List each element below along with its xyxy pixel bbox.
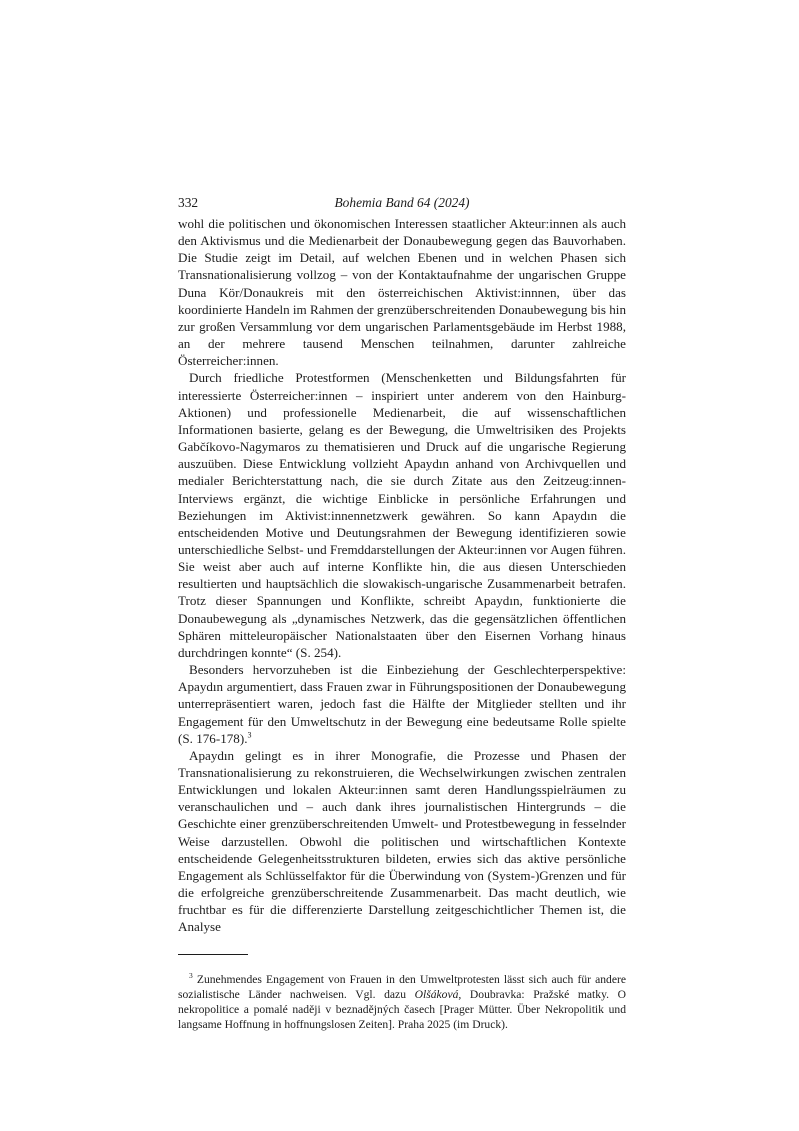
paragraph-text: Durch friedliche Protestformen (Menschenketten und Bildungsfahrten für interessierte Österreicher:innen – inspiriert unter anderem von den Hainburg-Aktionen) und professionelle Medienarbeit, die auf wissenschaftlichen Informationen basierte, gelang es der Bewegung, die Umweltrisiken des Projekts Gabčíkovo-Nagymaros zu thematisieren und Druck auf die ungarische Regierung auszuüben. Diese Entwicklung vollzieht Apaydın anhand von Archivquellen und medialer Berichterstattung nach, die sie durch Zitate aus den Zeitzeug:innen-Interviews ergänzt, die wichtige Einblicke in persönliche Erfahrungen und Beziehungen im Aktivist:innennetzwerk gewähren. So kann Apaydın die entscheidenden Motive und Deutungsrahmen der Bewegung identifizieren sowie unterschiedliche Selbst- und Fremddarstellungen der Akteur:innen vor Augen führen. Sie weist aber auch auf interne Konflikte hin, die aus diesen Unterschieden resultierten und hauptsächlich die slowakisch-ungarische Zusammenarbeit betrafen. Trotz dieser Spannungen und Konflikte, schreibt Apaydın, funktionierte die Donaubewegung als „dynamisches Netzwerk, das die gegensätzlichen öffentlichen Sphären mitteleuropäischer Nationalstaaten über den Eisernen Vorhang hinaus durchdringen konnte“ (S. 254). xyxy=(178,370,626,660)
body-text xyxy=(178,215,626,936)
footnote-divider xyxy=(178,954,248,955)
page-number: 332 xyxy=(178,195,199,210)
document-page xyxy=(178,195,626,1032)
paragraph-text: Besonders hervorzuheben ist die Einbeziehung der Geschlechterperspektive: Apaydın argumentiert, dass Frauen zwar in Führungspositionen der Donaubewegung unterrepräsentiert waren, jedoch fast die Hälfte der Mitglieder stellten und ihr Engagement für den Umweltschutz in der Bewegung eine bedeutsame Rolle spielte (S. 176-178). xyxy=(178,662,626,746)
paragraph xyxy=(178,747,626,936)
footnote-text: Doubravka: Pražské matky. O nekropolitice a pomalé naději v beznadějných časech [Prager Mütter. Über Nekropolitik und langsame Hoffnung in hoffnungslosen Zeiten]. Praha 2025 (im Druck). xyxy=(178,987,626,1032)
paragraph-text: wohl die politischen und ökonomischen Interessen staatlicher Akteur:innen als auch den Aktivismus und die Medienarbeit der Donaubewegung gegen das Bauvorhaben. Die Studie zeigt im Detail, auf welchen Ebenen und in welchen Phasen sich Transnationalisierung vollzog – von der Kontaktaufnahme der ungarischen Gruppe Duna Kör/Donaukreis mit den österreichischen Aktivist:innnen, über das koordinierte Handeln im Rahmen der grenzüberschreitenden Donaubewegung bis hin zur großen Versammlung vor dem ungarischen Parlamentsgebäude im Herbst 1988, an der mehrere tausend Menschen teilnahmen, darunter zahlreiche Österreicher:innen. xyxy=(178,216,626,369)
footnote-reference[interactable]: 3 xyxy=(247,730,252,740)
footnote-number: 3 xyxy=(189,970,193,980)
footnote-author: Olšáková, xyxy=(414,987,462,1001)
journal-title: Bohemia Band 64 (2024) xyxy=(334,195,470,210)
footnotes xyxy=(178,972,626,1033)
paragraph xyxy=(178,369,626,661)
footnote-text: Zunehmendes Engagement von Frauen in den Umweltprotesten lässt sich auch für andere sozialistische Länder nachweisen. Vgl. dazu xyxy=(178,972,626,1001)
footnote xyxy=(178,972,626,1033)
paragraph xyxy=(178,215,626,369)
running-head xyxy=(178,195,626,215)
paragraph xyxy=(178,661,626,747)
paragraph-text: Apaydın gelingt es in ihrer Monografie, die Prozesse und Phasen der Transnationalisierung zu rekonstruieren, die Wechselwirkungen zwischen zentralen Entwicklungen und lokalen Akteur:innen samt deren Handlungsspielräumen zu veranschaulichen und – auch dank ihres journalistischen Hintergrunds – die Geschichte einer grenzüberschreitenden Umwelt- und Protestbewegung in fesselnder Weise darzustellen. Obwohl die politischen und wirtschaftlichen Kontexte entscheidende Gelegenheitsstrukturen bildeten, erwies sich das aktive persönliche Engagement als Schlüsselfaktor für die Überwindung von (System-)Grenzen und für die erfolgreiche grenzüberschreitende Zusammenarbeit. Das macht deutlich, wie fruchtbar es für die differenzierte Darstellung zeitgeschichtlicher Themen ist, die Analyse xyxy=(178,747,626,935)
